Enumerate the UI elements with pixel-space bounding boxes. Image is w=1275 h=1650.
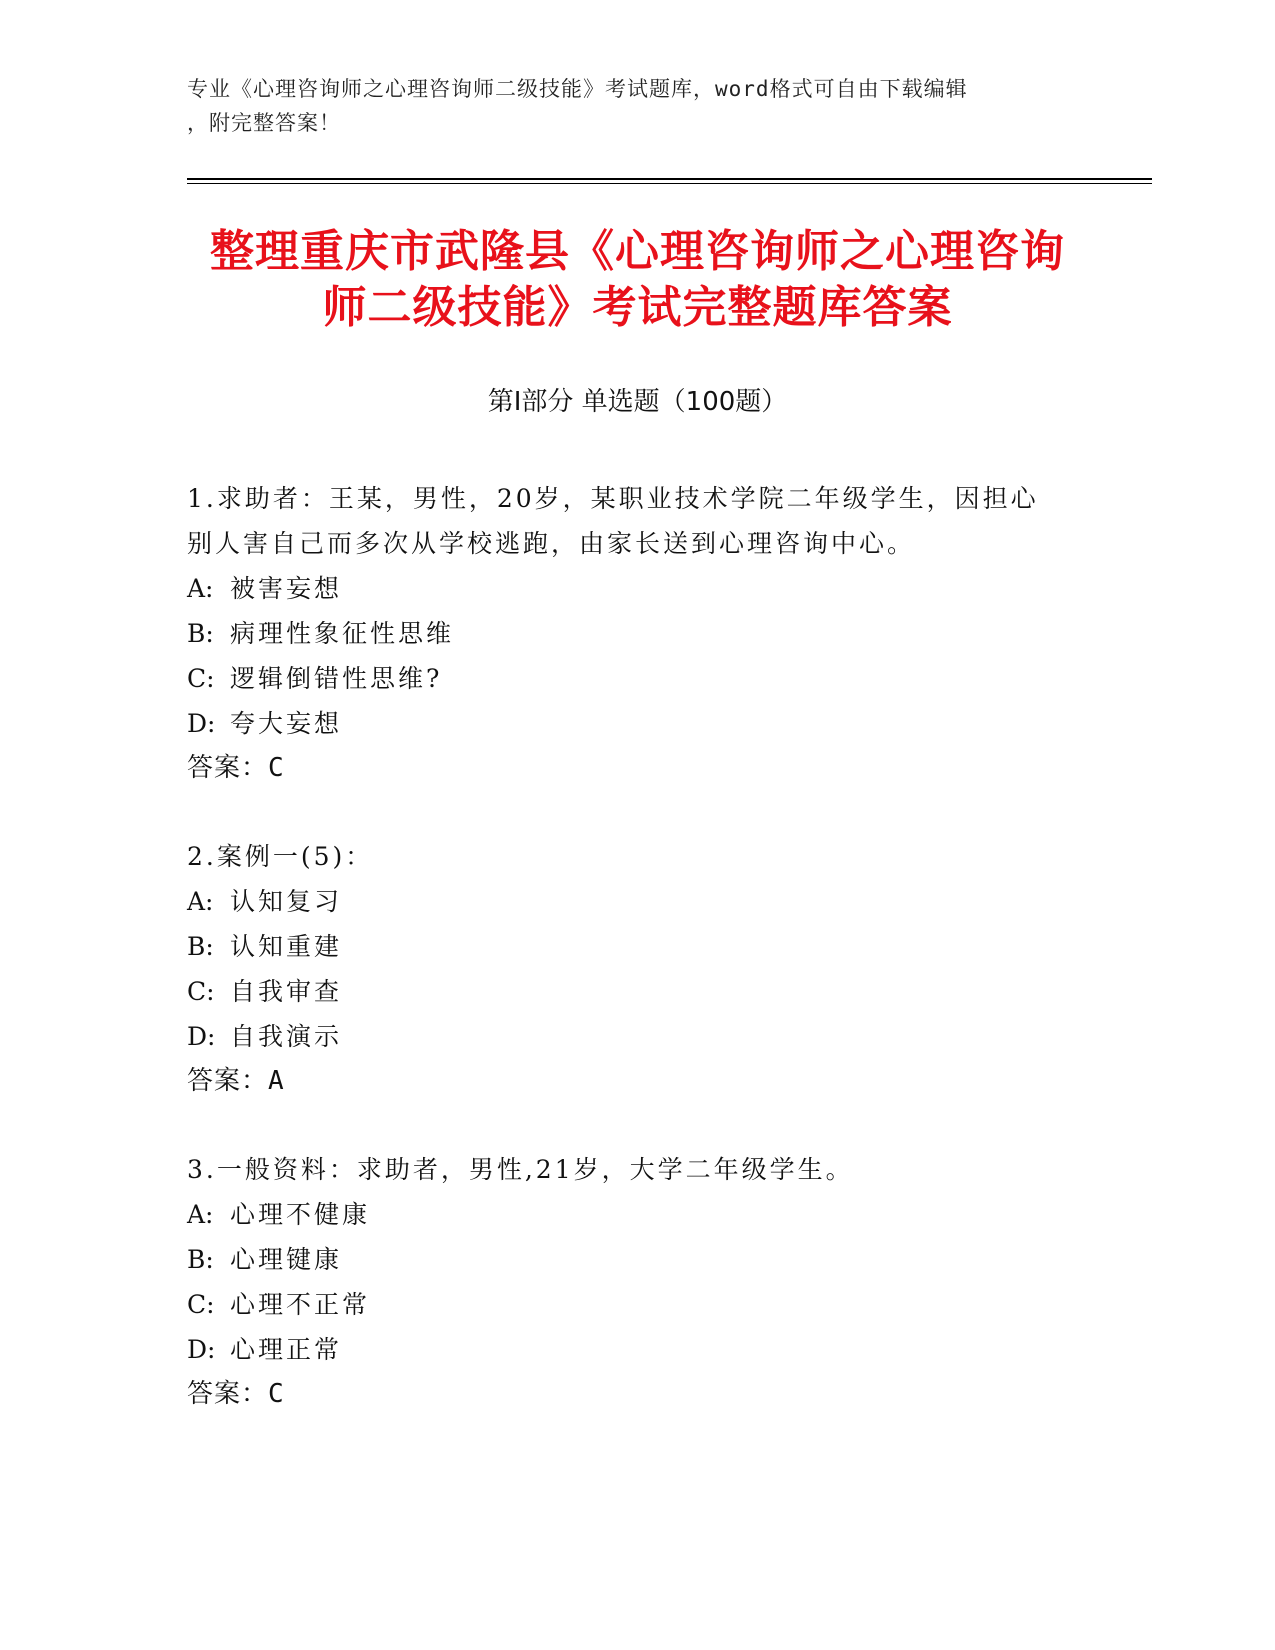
option-text: 心理不正常 (230, 1290, 371, 1319)
option-text: 逻辑倒错性思维? (230, 664, 443, 693)
document-title-line-1: 整理重庆市武隆县《心理咨询师之心理咨询 (210, 226, 1065, 277)
option-c (187, 1282, 1067, 1327)
option-text: 自我审查 (230, 977, 343, 1006)
header-note-line-1: 专业《心理咨询师之心理咨询师二级技能》考试题库，word格式可自由下载编辑 (187, 77, 968, 101)
option-b (187, 611, 1067, 656)
option-b (187, 924, 1067, 969)
option-a (187, 566, 1067, 611)
answer-line (187, 1372, 1067, 1417)
option-text: 心理不健康 (230, 1200, 371, 1229)
option-c (187, 969, 1067, 1014)
question-stem: 2.案例一(5)： (187, 842, 374, 871)
question-list (187, 476, 1067, 1460)
option-key: C: (187, 664, 215, 693)
option-text: 心理键康 (230, 1245, 343, 1274)
option-text: 心理正常 (230, 1335, 343, 1364)
option-key: A: (187, 887, 214, 916)
option-d (187, 1327, 1067, 1372)
question-stem: 1.求助者：王某，男性，20岁，某职业技术学院二年级学生，因担心 (187, 484, 1039, 513)
option-key: B: (187, 1245, 214, 1274)
option-a (187, 879, 1067, 924)
option-text: 认知复习 (230, 887, 343, 916)
option-text: 认知重建 (230, 932, 343, 961)
answer-value: C (268, 753, 285, 783)
answer-line (187, 1059, 1067, 1104)
option-key: C: (187, 977, 215, 1006)
question-stem: 3.一般资料：求助者，男性,21岁，大学二年级学生。 (187, 1155, 854, 1184)
option-c (187, 656, 1067, 701)
option-key: B: (187, 932, 214, 961)
option-key: A: (187, 574, 214, 603)
option-text: 自我演示 (230, 1022, 343, 1051)
option-d (187, 1014, 1067, 1059)
header-note (187, 72, 1067, 140)
option-text: 夸大妄想 (230, 709, 343, 738)
option-key: A: (187, 1200, 214, 1229)
header-divider-thick (187, 178, 1152, 180)
option-key: D: (187, 1022, 216, 1051)
option-text: 病理性象征性思维 (230, 619, 455, 648)
option-d (187, 701, 1067, 746)
question-2 (187, 834, 1067, 1104)
option-key: C: (187, 1290, 215, 1319)
document-title (150, 224, 1125, 336)
option-text: 被害妄想 (230, 574, 343, 603)
option-key: D: (187, 709, 216, 738)
answer-label: 答案： (187, 1066, 269, 1096)
option-b (187, 1237, 1067, 1282)
section-heading: 第Ⅰ部分 单选题（100题） (487, 387, 788, 417)
option-key: D: (187, 1335, 216, 1364)
option-key: B: (187, 619, 214, 648)
question-3 (187, 1147, 1067, 1417)
document-title-line-2: 师二级技能》考试完整题库答案 (322, 282, 953, 333)
answer-value: C (268, 1379, 285, 1409)
option-a (187, 1192, 1067, 1237)
answer-label: 答案： (187, 1379, 269, 1409)
question-1 (187, 476, 1067, 791)
answer-label: 答案： (187, 753, 269, 783)
answer-line (187, 746, 1067, 791)
answer-value: A (268, 1066, 285, 1096)
question-stem-continued: 别人害自己而多次从学校逃跑，由家长送到心理咨询中心。 (187, 529, 916, 558)
header-divider-thin (187, 183, 1152, 184)
header-note-line-2: ，附完整答案！ (187, 111, 341, 135)
